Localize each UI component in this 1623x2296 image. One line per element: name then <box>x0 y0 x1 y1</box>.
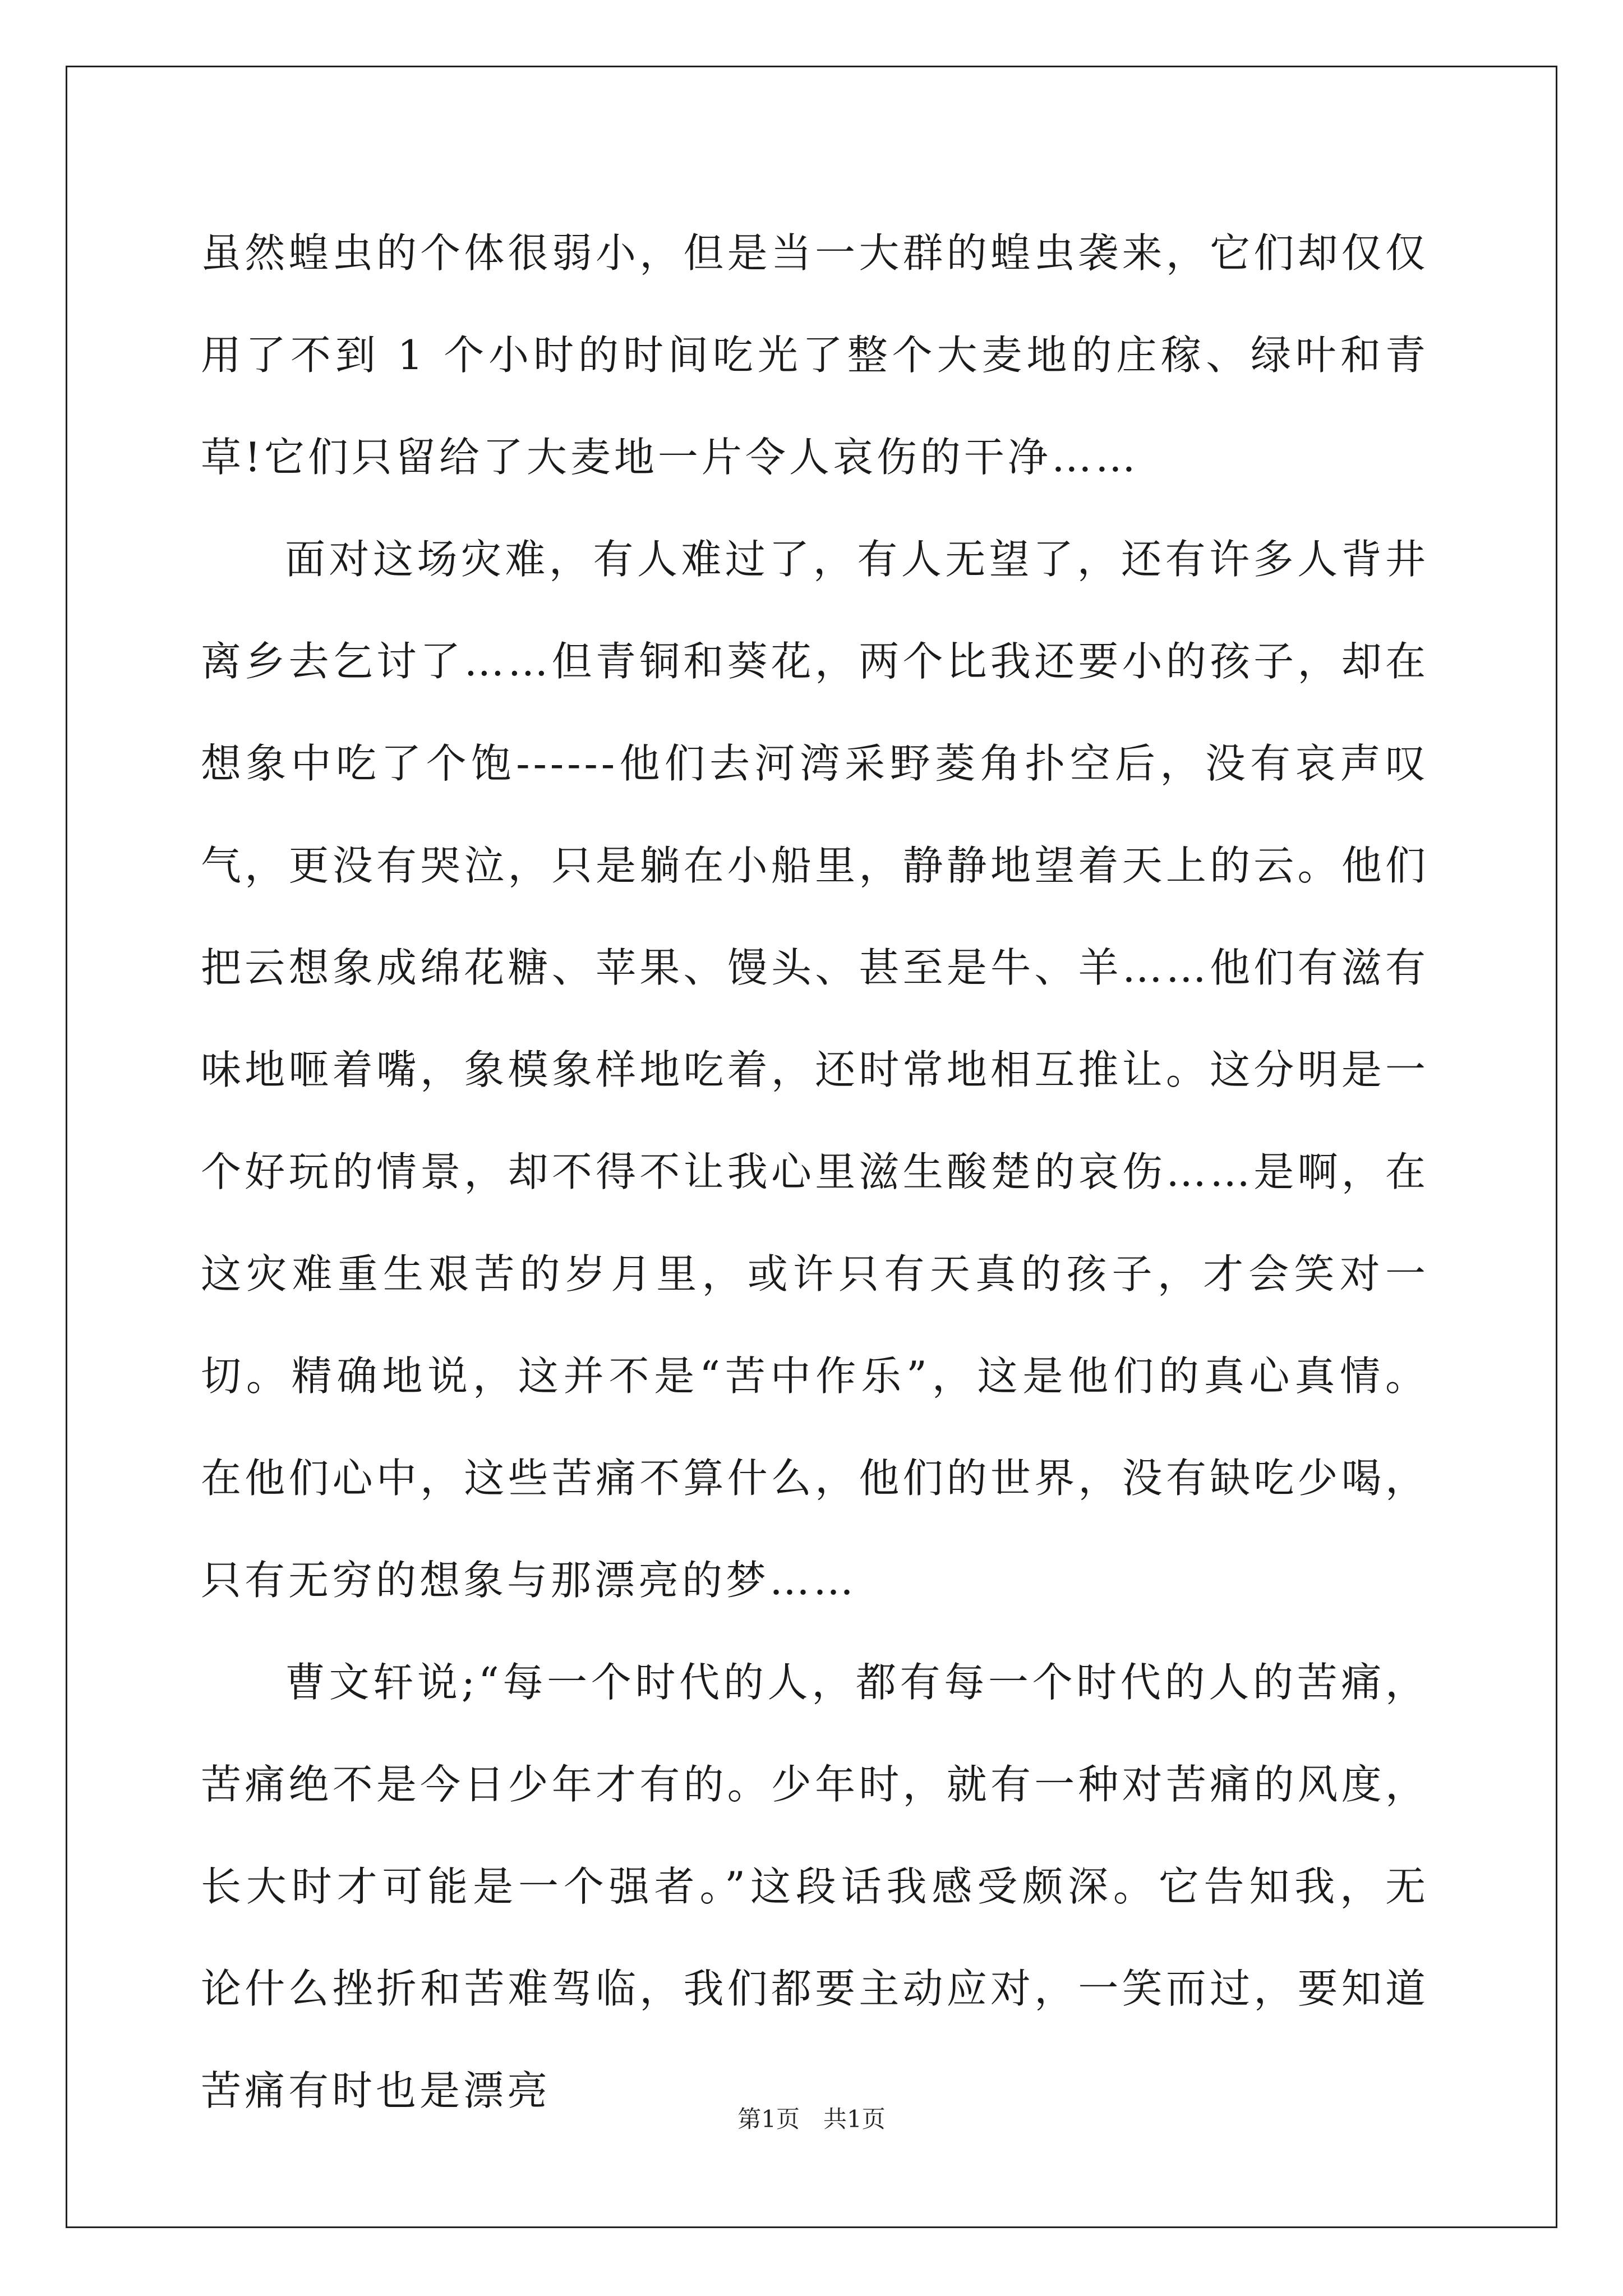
page-footer: 第1页 共1页 <box>737 2105 886 2133</box>
paragraph-3: 曹文轩说;“每一个时代的人，都有每一个时代的人的苦痛，苦痛绝不是今日少年才有的。少年时，就有一种对苦痛的风度，长大时才可能是一个强者。”这段话我感受颇深。它告知我，无论什么挫折和苦难驾临，我们都要主动应对，一笑而过，要知道苦痛有时也是漂亮 <box>201 1659 1429 2114</box>
paragraph-2: 面对这场灾难，有人难过了，有人无望了，还有许多人背井离乡去乞讨了……但青铜和葵花，两个比我还要小的孩子，却在想象中吃了个饱------他们去河湾采野菱角扑空后，没有哀声叹气，更没有哭泣，只是躺在小船里，静静地望着天上的云。他们把云想象成绵花糖、苹果、馒头、甚至是牛、羊……他们有滋有味地咂着嘴，象模象样地吃着，还时常地相互推让。这分明是一个好玩的情景，却不得不让我心里滋生酸楚的哀伤……是啊，在这灾难重生艰苦的岁月里，或许只有天真的孩子，才会笑对一切。精确地说，这并不是“苦中作乐”，这是他们的真心真情。在他们心中，这些苦痛不算什么，他们的世界，没有缺吃少喝，只有无穷的想象与那漂亮的梦…… <box>201 536 1429 1604</box>
paragraph-1: 虽然蝗虫的个体很弱小，但是当一大群的蝗虫袭来，它们却仅仅用了不到 1 个小时的时间吃光了整个大麦地的庄稼、绿叶和青草!它们只留给了大麦地一片令人哀伤的干净…… <box>201 229 1429 481</box>
document-body <box>201 202 1429 2142</box>
